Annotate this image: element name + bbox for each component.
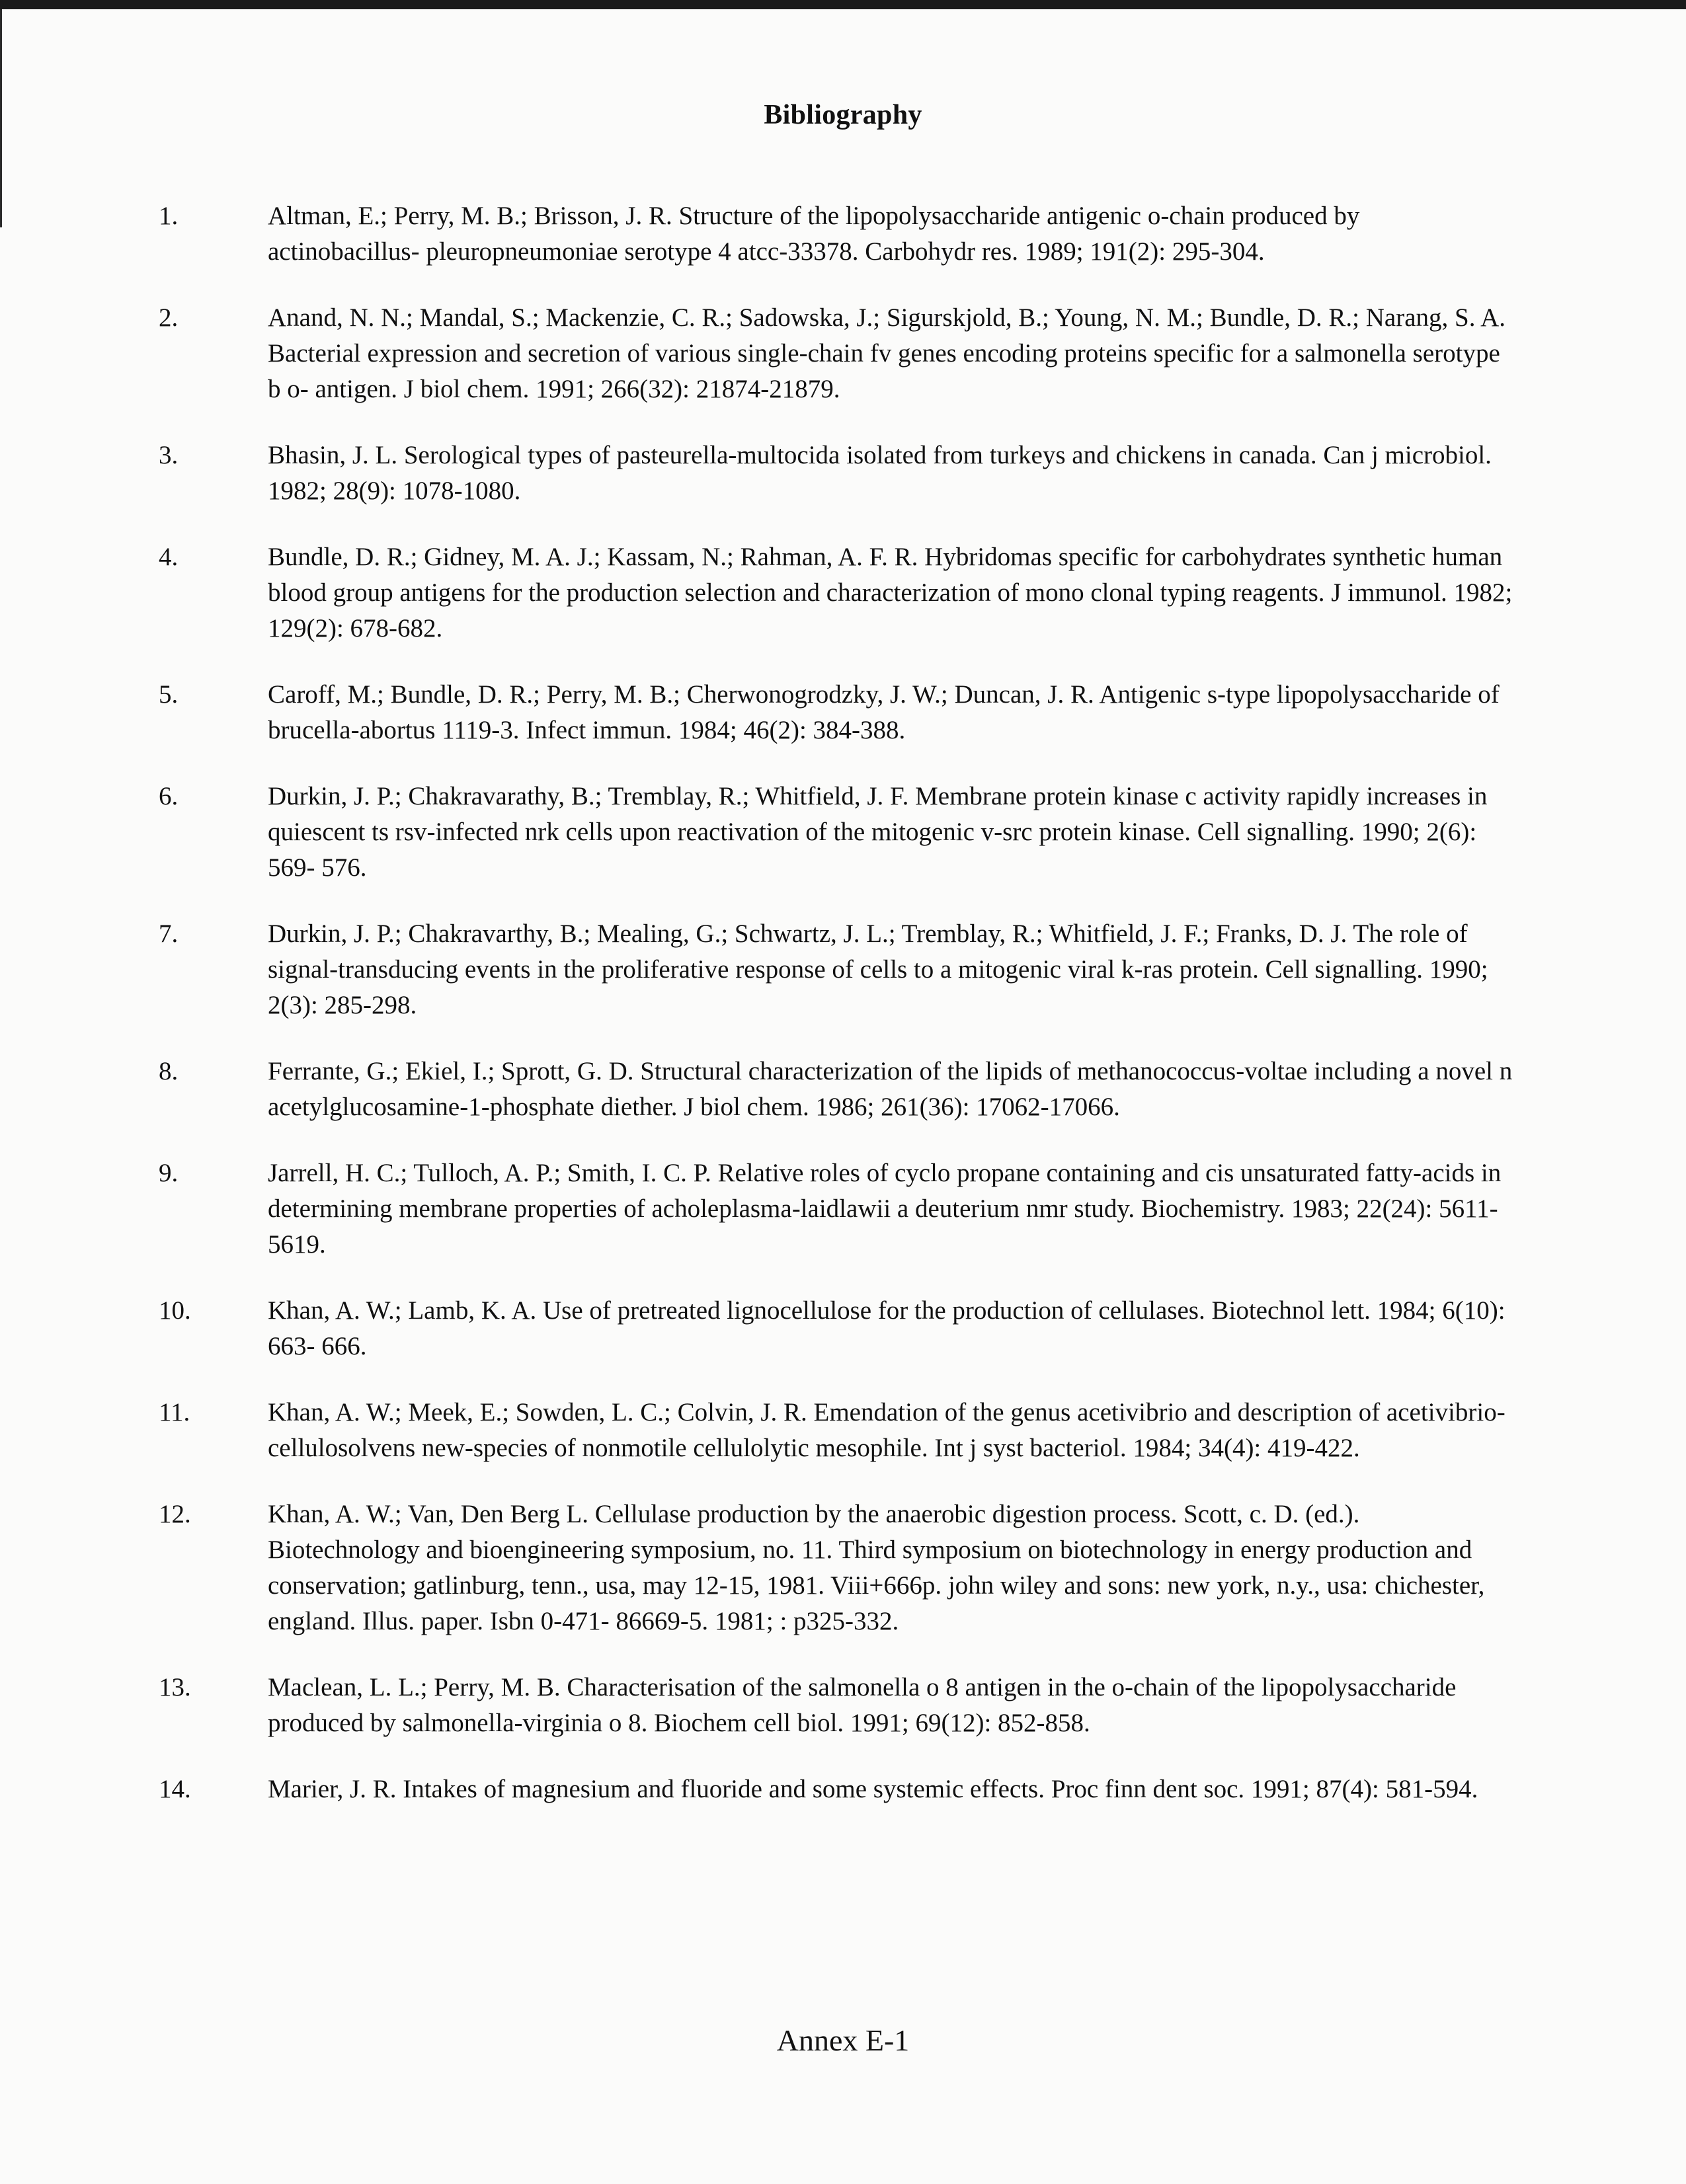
page-footer-annex: Annex E-1 [776, 2023, 910, 2057]
bibliography-entry-1 [159, 198, 1514, 270]
entry-text: Khan, A. W.; Van, Den Berg L. Cellulase production by the anaerobic digestion process. Scott, c. D. (ed.). Biotechnology and bioengineering symposium, no. 11. Third symposium on biotechnology in energy production and conservation; gatlinburg, tenn., usa, may 12-15, 1981. Viii+666p. john wiley and sons: new york, n.y., usa: chichester, england. Illus. paper. Isbn 0-471- 86669-5. 1981; : p325-332. [268, 1500, 1485, 1635]
entry-number: 12. [159, 1500, 191, 1528]
entry-number: 4. [159, 543, 179, 571]
bibliography-entry-14 [159, 1772, 1514, 1807]
entry-number: 8. [159, 1057, 179, 1085]
entry-number: 14. [159, 1775, 191, 1803]
entry-text: Bhasin, J. L. Serological types of pasteurella-multocida isolated from turkeys and chickens in canada. Can j microbiol. 1982; 28(9): 1078-1080. [268, 441, 1492, 505]
bibliography-list [159, 198, 1514, 1838]
entry-number: 13. [159, 1673, 191, 1701]
entry-text: Jarrell, H. C.; Tulloch, A. P.; Smith, I. C. P. Relative roles of cyclo propane containing and cis unsaturated fatty-acids in determining membrane properties of acholeplasma-laidlawii a deuterium nmr study. Biochemistry. 1983; 22(24): 5611-5619. [268, 1159, 1502, 1259]
bibliography-entry-13 [159, 1670, 1514, 1741]
entry-text: Khan, A. W.; Lamb, K. A. Use of pretreated lignocellulose for the production of cellulases. Biotechnol lett. 1984; 6(10): 663- 666. [268, 1296, 1505, 1360]
entry-text: Anand, N. N.; Mandal, S.; Mackenzie, C. R.; Sadowska, J.; Sigurskjold, B.; Young, N. M.; Bundle, D. R.; Narang, S. A. Bacterial expression and secretion of various single-chain fv genes encoding proteins specific for a salmonella serotype b o- antigen. J biol chem. 1991; 266(32): 21874-21879. [268, 303, 1505, 403]
bibliography-entry-4 [159, 539, 1514, 646]
bibliography-entry-10 [159, 1293, 1514, 1364]
entry-number: 7. [159, 919, 179, 948]
entry-number: 5. [159, 680, 179, 709]
entry-number: 1. [159, 202, 179, 230]
bibliography-entry-2 [159, 300, 1514, 407]
entry-number: 3. [159, 441, 179, 469]
page-title: Bibliography [764, 100, 922, 130]
bibliography-entry-3 [159, 438, 1514, 509]
bibliography-entry-5 [159, 677, 1514, 748]
entry-text: Bundle, D. R.; Gidney, M. A. J.; Kassam, N.; Rahman, A. F. R. Hybridomas specific for carbohydrates synthetic human blood group antigens for the production selection and characterization of mono clonal typing reagents. J immunol. 1982; 129(2): 678-682. [268, 543, 1513, 643]
entry-text: Durkin, J. P.; Chakravarthy, B.; Mealing, G.; Schwartz, J. L.; Tremblay, R.; Whitfield, J. F.; Franks, D. J. The role of signal-transducing events in the proliferative response of cells to a mitogenic viral k-ras protein. Cell signalling. 1990; 2(3): 285-298. [268, 919, 1488, 1019]
bibliography-entry-7 [159, 916, 1514, 1023]
entry-number: 6. [159, 782, 179, 810]
entry-text: Caroff, M.; Bundle, D. R.; Perry, M. B.; Cherwonogrodzky, J. W.; Duncan, J. R. Antigenic s-type lipopolysaccharide of brucella-abortus 1119-3. Infect immun. 1984; 46(2): 384-388. [268, 680, 1500, 744]
bibliography-entry-11 [159, 1395, 1514, 1466]
entry-text: Maclean, L. L.; Perry, M. B. Characterisation of the salmonella o 8 antigen in the o-chain of the lipopolysaccharide produced by salmonella-virginia o 8. Biochem cell biol. 1991; 69(12): 852-858. [268, 1673, 1457, 1737]
entry-number: 11. [159, 1398, 190, 1426]
entry-text: Marier, J. R. Intakes of magnesium and fluoride and some systemic effects. Proc finn dent soc. 1991; 87(4): 581-594. [268, 1775, 1478, 1803]
bibliography-entry-8 [159, 1054, 1514, 1125]
entry-text: Khan, A. W.; Meek, E.; Sowden, L. C.; Colvin, J. R. Emendation of the genus acetivibrio and description of acetivibrio-cellulosolvens new-species of nonmotile cellulolytic mesophile. Int j syst bacteriol. 1984; 34(4): 419-422. [268, 1398, 1505, 1462]
bibliography-entry-9 [159, 1155, 1514, 1263]
entry-text: Durkin, J. P.; Chakravarathy, B.; Tremblay, R.; Whitfield, J. F. Membrane protein kinase c activity rapidly increases in quiescent ts rsv-infected nrk cells upon reactivation of the mitogenic v-src protein kinase. Cell signalling. 1990; 2(6): 569- 576. [268, 782, 1488, 882]
entry-text: Altman, E.; Perry, M. B.; Brisson, J. R. Structure of the lipopolysaccharide antigenic o-chain produced by actinobacillus- pleuropneumoniae serotype 4 atcc-33378. Carbohydr res. 1989; 191(2): 295-304. [268, 202, 1360, 266]
entry-number: 10. [159, 1296, 191, 1325]
bibliography-entry-12 [159, 1497, 1514, 1639]
entry-number: 9. [159, 1159, 179, 1187]
entry-number: 2. [159, 303, 179, 332]
entry-text: Ferrante, G.; Ekiel, I.; Sprott, G. D. Structural characterization of the lipids of methanococcus-voltae including a novel n acetylglucosamine-1-phosphate diether. J biol chem. 1986; 261(36): 17062-17066. [268, 1057, 1513, 1121]
bibliography-entry-6 [159, 779, 1514, 886]
scan-edge-top [0, 0, 1686, 9]
